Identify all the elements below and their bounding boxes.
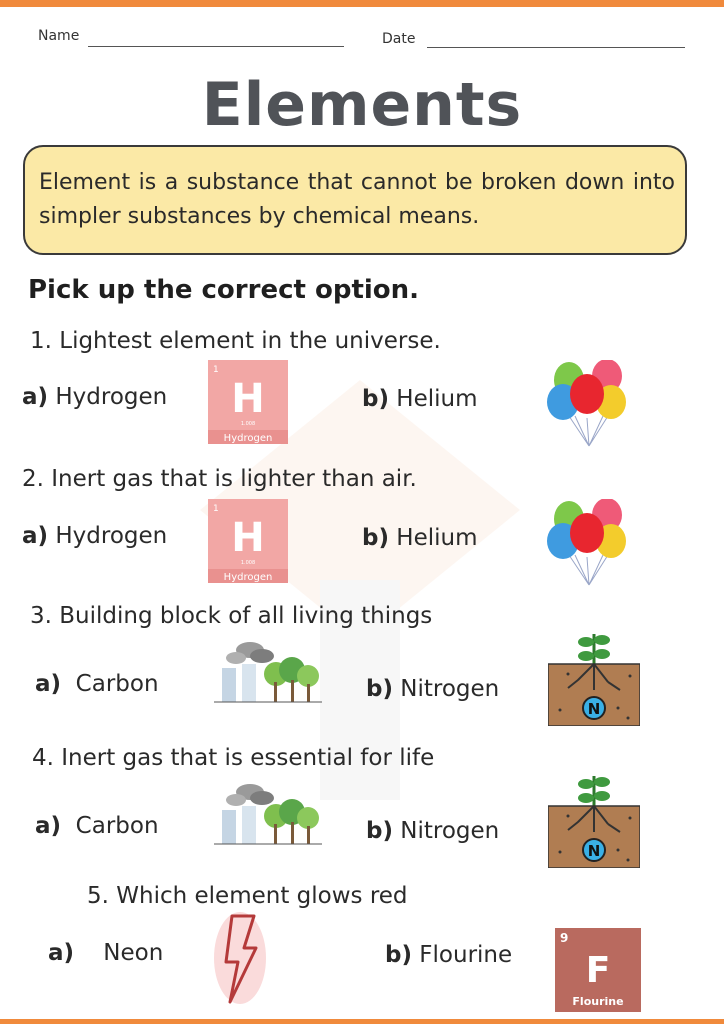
option-text: Nitrogen	[400, 818, 500, 844]
definition-text: Element is a substance that cannot be broken down into simpler substances by chemical means.	[39, 170, 675, 229]
tile-symbol: H	[231, 376, 265, 422]
option-letter: b)	[362, 525, 389, 551]
option-letter: a)	[22, 523, 49, 549]
nitrogen-symbol: N	[587, 842, 601, 860]
date-label: Date	[382, 31, 416, 47]
q2-option-a[interactable]	[22, 523, 167, 549]
factory-trees-icon	[214, 640, 324, 704]
factory-trees-icon	[214, 782, 324, 846]
q5-option-a[interactable]	[48, 940, 163, 966]
q3-option-b[interactable]	[366, 676, 499, 702]
tile-symbol: F	[585, 950, 611, 991]
option-text: Hydrogen	[55, 523, 168, 549]
option-text: Hydrogen	[55, 384, 168, 410]
q2-option-b[interactable]	[362, 525, 478, 551]
tile-symbol: H	[231, 515, 265, 561]
option-letter: b)	[366, 818, 393, 844]
hydrogen-tile-icon	[208, 360, 288, 444]
q5-option-b[interactable]	[385, 942, 512, 968]
tile-number: 9	[560, 931, 569, 945]
option-letter: b)	[366, 676, 393, 702]
nitrogen-symbol: N	[587, 700, 601, 718]
fluorine-tile-icon	[555, 928, 641, 1012]
top-accent-bar	[0, 0, 724, 7]
tile-mass: 1.008	[240, 560, 256, 566]
bottom-accent-bar	[0, 1019, 724, 1024]
question-4: 4. Inert gas that is essential for life	[32, 745, 435, 771]
name-label: Name	[38, 28, 80, 44]
option-letter: b)	[385, 942, 412, 968]
tile-name: Hydrogen	[223, 572, 273, 583]
neon-bolt-icon	[210, 908, 270, 1008]
definition-box	[23, 145, 687, 255]
q3-option-a[interactable]	[35, 671, 159, 697]
balloons-icon	[545, 360, 631, 448]
option-text: Carbon	[75, 813, 159, 839]
option-text: Helium	[396, 525, 478, 551]
option-letter: a)	[22, 384, 49, 410]
plant-soil-icon	[548, 630, 640, 726]
plant-soil-icon	[548, 772, 640, 868]
option-text: Flourine	[419, 942, 513, 968]
option-letter: a)	[48, 940, 75, 966]
question-5: 5. Which element glows red	[87, 883, 408, 909]
name-field[interactable]	[88, 46, 344, 47]
q1-option-a[interactable]	[22, 384, 167, 410]
question-3: 3. Building block of all living things	[30, 603, 433, 629]
tile-name: Hydrogen	[223, 433, 273, 444]
q4-option-b[interactable]	[366, 818, 499, 844]
q4-option-a[interactable]	[35, 813, 159, 839]
tile-name: Flourine	[572, 995, 624, 1008]
option-text: Nitrogen	[400, 676, 500, 702]
q1-option-b[interactable]	[362, 386, 478, 412]
option-text: Helium	[396, 386, 478, 412]
balloons-icon	[545, 499, 631, 587]
tile-number: 1	[213, 365, 219, 375]
question-1: 1. Lightest element in the universe.	[30, 328, 441, 354]
option-letter: a)	[35, 813, 62, 839]
page-title: Elements	[201, 70, 523, 140]
option-text: Neon	[103, 940, 164, 966]
instruction-heading: Pick up the correct option.	[28, 275, 420, 305]
hydrogen-tile-icon	[208, 499, 288, 583]
option-text: Carbon	[75, 671, 159, 697]
question-2: 2. Inert gas that is lighter than air.	[22, 466, 417, 492]
option-letter: a)	[35, 671, 62, 697]
option-letter: b)	[362, 386, 389, 412]
tile-mass: 1.008	[240, 421, 256, 427]
date-field[interactable]	[427, 47, 685, 48]
tile-number: 1	[213, 504, 219, 514]
